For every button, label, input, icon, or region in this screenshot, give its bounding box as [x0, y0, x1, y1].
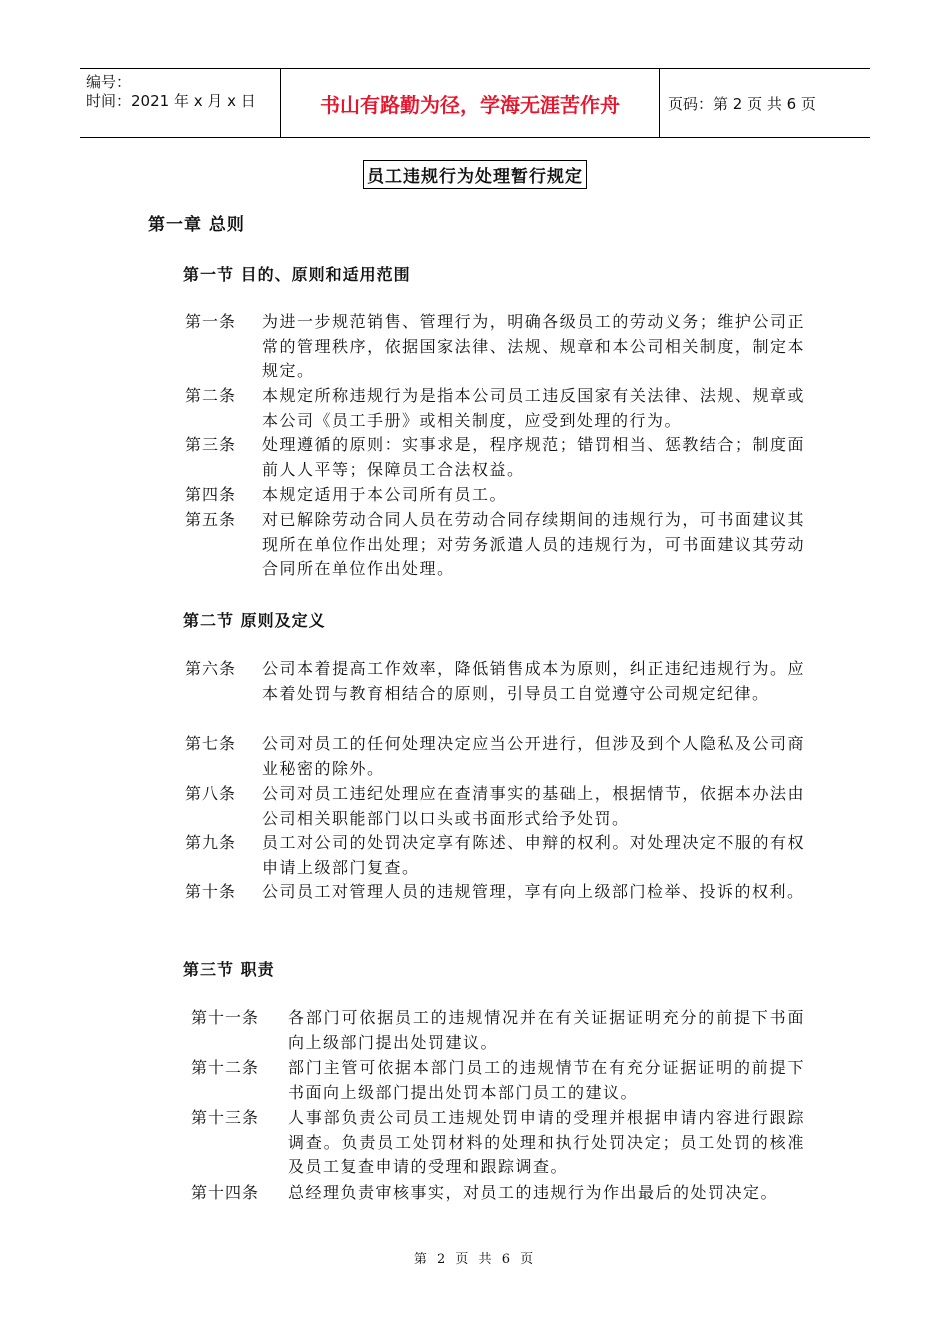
article-text: 部门主管可依据本部门员工的违规情节在有充分证据证明的前提下书面向上级部门提出处罚本部门员工的建议。: [288, 1058, 805, 1102]
article-text: 员工对公司的处罚决定享有陈述、申辩的权利。对处理决定不服的有权申请上级部门复查。: [262, 833, 805, 877]
article-item: [185, 433, 805, 482]
article-item: [185, 880, 805, 905]
article-item: [185, 732, 805, 781]
section-heading: 第三节 职责: [183, 960, 275, 979]
article-item: [185, 657, 805, 706]
article-item: [185, 782, 805, 831]
article-item: [185, 508, 805, 582]
article-number: 第九条: [185, 833, 237, 852]
article-text: 人事部负责公司员工违规处罚申请的受理并根据申请内容进行跟踪调查。负责员工处罚材料的处理和执行处罚决定；员工处罚的核准及员工复查申请的受理和跟踪调查。: [288, 1108, 805, 1176]
section-heading: 第二节 原则及定义: [183, 611, 326, 630]
article-text: 公司员工对管理人员的违规管理，享有向上级部门检举、投诉的权利。: [262, 882, 805, 901]
article-item: [188, 1106, 805, 1180]
article-text: 公司对员工的任何处理决定应当公开进行，但涉及到个人隐私及公司商业秘密的除外。: [262, 734, 805, 778]
article-number: 第十三条: [191, 1108, 260, 1127]
article-text: 本规定适用于本公司所有员工。: [262, 485, 508, 504]
article-number: 第三条: [185, 435, 237, 454]
article-item: [185, 483, 805, 508]
article-text: 为进一步规范销售、管理行为，明确各级员工的劳动义务；维护公司正常的管理秩序，依据国家法律、法规、规章和本公司相关制度，制定本规定。: [262, 312, 805, 380]
section-heading: 第一节 目的、原则和适用范围: [183, 265, 411, 284]
article-text: 公司对员工违纪处理应在查清事实的基础上，根据情节，依据本办法由公司相关职能部门以口头或书面形式给予处罚。: [262, 784, 805, 828]
article-number: 第十二条: [191, 1058, 260, 1077]
page-footer: 第 2 页 共 6 页: [413, 1252, 537, 1267]
header-meta: [80, 69, 280, 137]
article-item: [188, 1181, 805, 1206]
article-item: [185, 310, 805, 384]
article-number: 第一条: [185, 312, 237, 331]
article-text: 各部门可依据员工的违规情况并在有关证据证明充分的前提下书面向上级部门提出处罚建议。: [288, 1008, 805, 1052]
header-motto: 书山有路勤为径，学海无涯苦作舟: [280, 69, 660, 137]
header-page-label: 页码：第 2 页 共 6 页: [668, 94, 816, 113]
article-number: 第十四条: [191, 1183, 260, 1202]
page-header: [80, 68, 870, 138]
article-number: 第八条: [185, 784, 237, 803]
article-item: [188, 1006, 805, 1055]
article-number: 第二条: [185, 386, 237, 405]
document-title: [0, 160, 950, 189]
article-number: 第七条: [185, 734, 237, 753]
document-title-text: 员工违规行为处理暂行规定: [363, 160, 587, 189]
document-date-label: 时间：2021 年 x 月 x 日: [86, 92, 256, 110]
article-text: 总经理负责审核事实，对员工的违规行为作出最后的处罚决定。: [288, 1183, 779, 1202]
article-number: 第十条: [185, 882, 237, 901]
article-text: 对已解除劳动合同人员在劳动合同存续期间的违规行为，可书面建议其现所在单位作出处理；对劳务派遣人员的违规行为，可书面建议其劳动合同所在单位作出处理。: [262, 510, 805, 578]
document-number-label: 编号：: [86, 73, 132, 91]
article-item: [188, 1056, 805, 1105]
article-item: [185, 831, 805, 880]
article-text: 公司本着提高工作效率，降低销售成本为原则，纠正违纪违规行为。应本着处罚与教育相结合的原则，引导员工自觉遵守公司规定纪律。: [262, 659, 805, 703]
chapter-heading: 第一章 总则: [148, 215, 245, 235]
article-number: 第五条: [185, 510, 237, 529]
article-text: 处理遵循的原则：实事求是，程序规范；错罚相当、惩教结合；制度面前人人平等；保障员工合法权益。: [262, 435, 805, 479]
article-number: 第四条: [185, 485, 237, 504]
article-item: [185, 384, 805, 433]
article-text: 本规定所称违规行为是指本公司员工违反国家有关法律、法规、规章或本公司《员工手册》或相关制度，应受到处理的行为。: [262, 386, 805, 430]
article-number: 第十一条: [191, 1008, 260, 1027]
article-number: 第六条: [185, 659, 237, 678]
